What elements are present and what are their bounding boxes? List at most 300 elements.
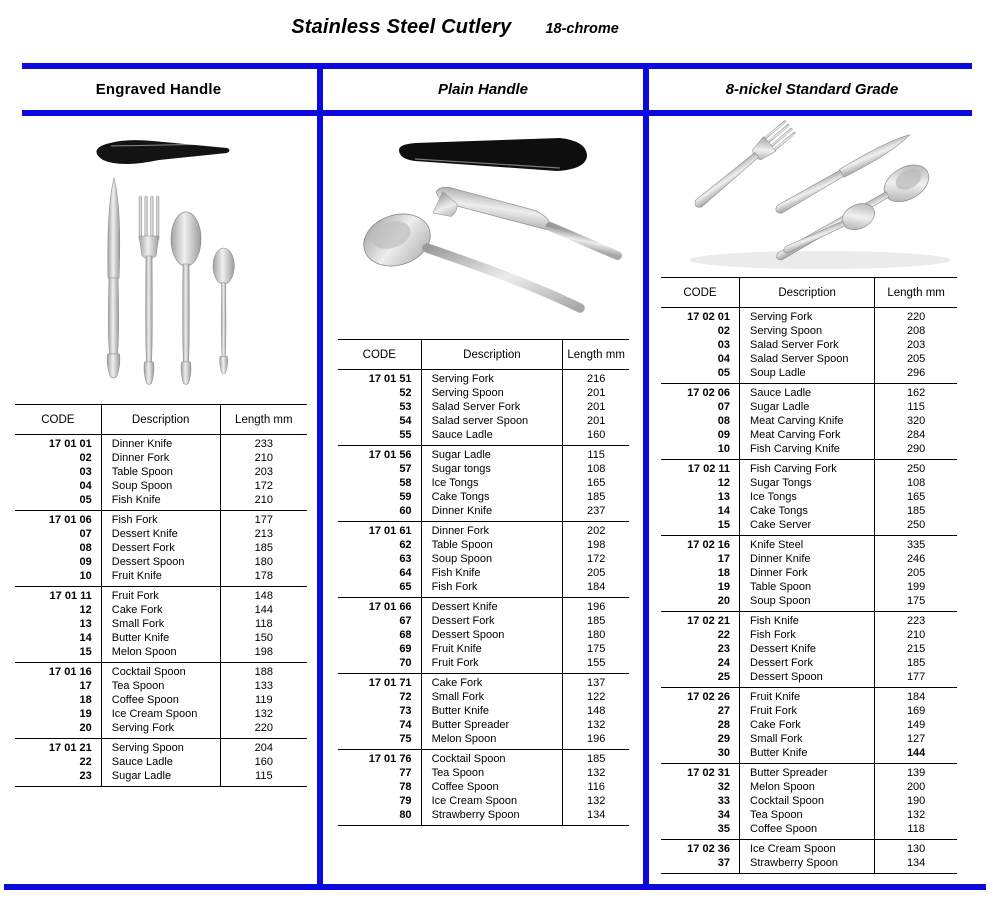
code-group (661, 536, 957, 612)
table-row (661, 536, 957, 553)
description-cell: Meat Carving Fork (740, 428, 875, 442)
length-cell: 250 (906, 463, 926, 475)
description-cell: Soup Spoon (740, 594, 875, 612)
code-cell: 17 01 56 (338, 446, 421, 463)
table-row (661, 414, 957, 428)
column-header-cell: Length mm (875, 278, 957, 308)
length-cell: 119 (255, 694, 273, 706)
length-cell: 246 (906, 553, 926, 565)
description-cell: Tea Spoon (740, 808, 875, 822)
table-row (15, 555, 307, 569)
table-row (338, 566, 629, 580)
table-row (15, 721, 307, 739)
code-cell: 74 (338, 718, 421, 732)
code-cell: 17 02 36 (661, 840, 740, 857)
length-cell: 196 (586, 601, 606, 613)
table-row (338, 780, 629, 794)
code-cell: 09 (661, 428, 740, 442)
table-row (15, 739, 307, 756)
description-cell: Cake Tongs (740, 504, 875, 518)
code-group (338, 370, 629, 446)
description-cell: Cake Fork (740, 718, 875, 732)
code-cell: 07 (15, 527, 101, 541)
code-group (15, 587, 307, 663)
code-cell: 22 (661, 628, 740, 642)
length-cell: 215 (906, 643, 926, 655)
table-row (15, 755, 307, 769)
description-cell: Tea Spoon (421, 766, 563, 780)
code-group (338, 522, 629, 598)
code-group (338, 750, 629, 826)
table-row (661, 732, 957, 746)
plain-handle-table (338, 339, 629, 826)
description-cell: Strawberry Spoon (421, 808, 563, 826)
code-cell: 63 (338, 552, 421, 566)
length-cell: 175 (586, 643, 606, 655)
code-cell: 65 (338, 580, 421, 598)
code-cell: 62 (338, 538, 421, 552)
description-cell: Soup Spoon (101, 479, 220, 493)
description-cell: Fruit Fork (101, 587, 220, 604)
code-cell: 75 (338, 732, 421, 750)
table-row (661, 552, 957, 566)
code-cell: 05 (15, 493, 101, 511)
code-cell: 04 (15, 479, 101, 493)
code-cell: 17 01 06 (15, 511, 101, 528)
description-cell: Salad Server Fork (740, 338, 875, 352)
code-cell: 10 (15, 569, 101, 587)
description-cell: Coffee Spoon (740, 822, 875, 840)
table-row (15, 527, 307, 541)
code-cell: 15 (15, 645, 101, 663)
table-row (661, 338, 957, 352)
length-cell: 199 (906, 581, 926, 593)
description-cell: Fish Knife (421, 566, 563, 580)
description-cell: Dinner Fork (740, 566, 875, 580)
table-row (15, 617, 307, 631)
description-cell: Fish Knife (101, 493, 220, 511)
length-cell: 335 (906, 539, 926, 551)
description-cell: Ice Tongs (421, 476, 563, 490)
description-cell: Butter Knife (740, 746, 875, 764)
code-cell: 80 (338, 808, 421, 826)
engraved-handle-cutlery-photo (15, 120, 307, 402)
length-cell: 133 (254, 680, 273, 692)
code-cell: 73 (338, 704, 421, 718)
table-row (338, 386, 629, 400)
description-cell: Salad Server Fork (421, 400, 563, 414)
code-cell: 18 (661, 566, 740, 580)
plain-handle-stroke-sample (399, 138, 587, 171)
code-group (661, 308, 957, 384)
code-cell: 17 02 31 (661, 764, 740, 781)
length-cell: 202 (586, 525, 606, 537)
length-cell: 213 (254, 528, 273, 540)
length-cell: 149 (906, 719, 926, 731)
cutlery-table (661, 277, 957, 874)
page-bottom-divider-line (4, 884, 986, 890)
code-cell: 17 01 16 (15, 663, 101, 680)
description-cell: Sugar tongs (421, 462, 563, 476)
table-row (338, 400, 629, 414)
table-row (338, 538, 629, 552)
description-cell: Small Fork (740, 732, 875, 746)
description-cell: Cocktail Spoon (101, 663, 220, 680)
length-cell: 180 (254, 556, 273, 568)
length-cell: 250 (906, 519, 926, 531)
description-cell: Dessert Knife (421, 598, 563, 615)
description-cell: Dessert Knife (101, 527, 220, 541)
code-cell: 14 (661, 504, 740, 518)
code-group (15, 511, 307, 587)
table-row (15, 645, 307, 663)
table-row (661, 656, 957, 670)
table-row (15, 541, 307, 555)
code-cell: 30 (661, 746, 740, 764)
description-cell: Sugar Ladle (740, 400, 875, 414)
description-cell: Melon Spoon (740, 780, 875, 794)
code-cell: 17 (15, 679, 101, 693)
description-cell: Serving Spoon (740, 324, 875, 338)
table-row (338, 476, 629, 490)
description-cell: Sauce Ladle (101, 755, 220, 769)
description-cell: Tea Spoon (101, 679, 220, 693)
table-row (15, 493, 307, 511)
code-cell: 15 (661, 518, 740, 536)
length-cell: 210 (254, 452, 273, 464)
column-divider-right (643, 63, 649, 890)
length-cell: 203 (254, 466, 273, 478)
length-cell: 198 (586, 539, 606, 551)
description-cell: Dessert Spoon (101, 555, 220, 569)
length-cell: 160 (254, 756, 273, 768)
table-row (338, 674, 629, 691)
description-cell: Sugar Tongs (740, 476, 875, 490)
length-cell: 115 (587, 449, 605, 461)
description-cell: Melon Spoon (101, 645, 220, 663)
code-cell: 03 (15, 465, 101, 479)
code-cell: 25 (661, 670, 740, 688)
table-row (661, 428, 957, 442)
code-cell: 17 01 71 (338, 674, 421, 691)
description-cell: Dinner Fork (101, 451, 220, 465)
table-row (661, 308, 957, 325)
table-row (338, 656, 629, 674)
column-header-cell: Description (740, 278, 875, 308)
table-spoon-illustration (171, 212, 201, 385)
table-row (338, 428, 629, 446)
code-group (661, 764, 957, 840)
length-cell: 223 (906, 615, 926, 627)
code-cell: 64 (338, 566, 421, 580)
table-row (661, 746, 957, 764)
length-cell: 216 (586, 373, 606, 385)
description-cell: Dinner Knife (421, 504, 563, 522)
cutlery-shadow (690, 251, 950, 269)
length-cell: 148 (586, 705, 606, 717)
table-row (338, 580, 629, 598)
length-cell: 188 (254, 666, 273, 678)
column-header-plain-handle: Plain Handle (437, 81, 529, 98)
table-row (661, 476, 957, 490)
length-cell: 162 (906, 387, 926, 399)
length-cell: 201 (586, 415, 606, 427)
code-cell: 17 02 11 (661, 460, 740, 477)
code-cell: 02 (661, 324, 740, 338)
code-group (661, 688, 957, 764)
length-cell: 184 (586, 581, 606, 593)
code-cell: 07 (661, 400, 740, 414)
description-cell: Sauce Ladle (740, 384, 875, 401)
length-cell: 185 (906, 657, 926, 669)
description-cell: Small Fork (421, 690, 563, 704)
length-cell: 132 (586, 795, 606, 807)
description-cell: Sauce Ladle (421, 428, 563, 446)
code-cell: 17 02 06 (661, 384, 740, 401)
code-group (15, 435, 307, 511)
table-row (661, 490, 957, 504)
code-group (661, 612, 957, 688)
code-cell: 37 (661, 856, 740, 874)
table-row (15, 663, 307, 680)
length-cell: 185 (906, 505, 926, 517)
code-cell: 17 01 76 (338, 750, 421, 767)
code-cell: 17 02 26 (661, 688, 740, 705)
length-cell: 205 (586, 567, 606, 579)
description-cell: Salad Server Spoon (740, 352, 875, 366)
description-cell: Butter Spreader (421, 718, 563, 732)
code-cell: 59 (338, 490, 421, 504)
plain-handle-cutlery-photo (335, 118, 635, 336)
column-header-cell: Length mm (220, 405, 307, 435)
description-cell: Dessert Spoon (740, 670, 875, 688)
description-cell: Dessert Fork (740, 656, 875, 670)
table-row (661, 324, 957, 338)
code-cell: 77 (338, 766, 421, 780)
code-cell: 54 (338, 414, 421, 428)
length-cell: 118 (255, 618, 273, 630)
length-cell: 132 (586, 767, 606, 779)
length-cell: 132 (906, 809, 926, 821)
length-cell: 290 (906, 443, 926, 455)
table-row (15, 693, 307, 707)
length-cell: 196 (586, 733, 606, 745)
description-cell: Fish Carving Knife (740, 442, 875, 460)
column-header-cell: Length mm (563, 340, 629, 370)
code-cell: 57 (338, 462, 421, 476)
description-cell: Fish Fork (740, 628, 875, 642)
table-row (15, 631, 307, 645)
code-cell: 19 (661, 580, 740, 594)
code-cell: 08 (661, 414, 740, 428)
cutlery-table (15, 404, 307, 787)
code-cell: 12 (661, 476, 740, 490)
table-row (338, 414, 629, 428)
length-cell: 165 (586, 477, 606, 489)
description-cell: Cake Fork (421, 674, 563, 691)
length-cell: 172 (586, 553, 606, 565)
code-group (338, 674, 629, 750)
length-cell: 177 (906, 671, 926, 683)
table-row (15, 451, 307, 465)
length-cell: 233 (254, 438, 273, 450)
description-cell: Serving Spoon (101, 739, 220, 756)
length-cell: 203 (906, 339, 926, 351)
table-row (338, 794, 629, 808)
length-cell: 122 (586, 691, 606, 703)
engraved-handle-table (15, 404, 307, 787)
description-cell: Cake Server (740, 518, 875, 536)
code-cell: 17 01 61 (338, 522, 421, 539)
knife-illustration (774, 130, 912, 216)
description-cell: Serving Fork (740, 308, 875, 325)
length-cell: 178 (254, 570, 273, 582)
code-cell: 09 (15, 555, 101, 569)
description-cell: Small Fork (101, 617, 220, 631)
page-title: Stainless Steel Cutlery (291, 16, 512, 38)
length-cell: 139 (906, 767, 926, 779)
length-cell: 185 (586, 615, 606, 627)
table-row (661, 704, 957, 718)
description-cell: Soup Ladle (740, 366, 875, 384)
table-row (661, 764, 957, 781)
description-cell: Meat Carving Knife (740, 414, 875, 428)
table-row (338, 522, 629, 539)
code-cell: 34 (661, 808, 740, 822)
length-cell: 200 (906, 781, 926, 793)
length-cell: 130 (906, 843, 926, 855)
code-cell: 08 (15, 541, 101, 555)
table-row (661, 642, 957, 656)
length-cell: 169 (906, 705, 926, 717)
code-cell: 05 (661, 366, 740, 384)
length-cell: 220 (906, 311, 926, 323)
code-cell: 78 (338, 780, 421, 794)
table-row (661, 612, 957, 629)
length-cell: 320 (906, 415, 926, 427)
code-cell: 17 02 21 (661, 612, 740, 629)
description-cell: Fish Carving Fork (740, 460, 875, 477)
length-cell: 205 (906, 567, 926, 579)
code-cell: 02 (15, 451, 101, 465)
table-row (15, 479, 307, 493)
code-cell: 68 (338, 628, 421, 642)
code-cell: 53 (338, 400, 421, 414)
description-cell: Dinner Knife (101, 435, 220, 452)
description-cell: Fruit Fork (421, 656, 563, 674)
table-row (338, 750, 629, 767)
code-cell: 35 (661, 822, 740, 840)
description-cell: Table Spoon (101, 465, 220, 479)
length-cell: 150 (254, 632, 273, 644)
fork-illustration (690, 119, 797, 213)
page-subtitle: 18-chrome (545, 21, 619, 37)
description-cell: Sugar Ladle (421, 446, 563, 463)
table-row (661, 442, 957, 460)
code-cell: 18 (15, 693, 101, 707)
code-cell: 14 (15, 631, 101, 645)
code-cell: 27 (661, 704, 740, 718)
code-cell: 79 (338, 794, 421, 808)
description-cell: Soup Spoon (421, 552, 563, 566)
column-header-cell: CODE (661, 278, 740, 308)
length-cell: 180 (586, 629, 606, 641)
code-cell: 70 (338, 656, 421, 674)
page-title-row (0, 16, 910, 39)
code-cell: 52 (338, 386, 421, 400)
description-cell: Fish Fork (101, 511, 220, 528)
description-cell: Knife Steel (740, 536, 875, 553)
table-row (661, 594, 957, 612)
length-cell: 185 (586, 491, 606, 503)
length-cell: 132 (254, 708, 273, 720)
code-cell: 23 (15, 769, 101, 787)
length-cell: 132 (586, 719, 606, 731)
description-cell: Ice Cream Spoon (421, 794, 563, 808)
column-header-cell: CODE (338, 340, 421, 370)
table-row (338, 642, 629, 656)
table-row (15, 465, 307, 479)
code-cell: 58 (338, 476, 421, 490)
table-row (661, 856, 957, 874)
description-cell: Cake Fork (101, 603, 220, 617)
tea-spoon-illustration (213, 248, 234, 374)
code-cell: 17 02 16 (661, 536, 740, 553)
table-row (338, 552, 629, 566)
description-cell: Butter Knife (421, 704, 563, 718)
length-cell: 134 (906, 857, 926, 869)
description-cell: Table Spoon (421, 538, 563, 552)
length-cell: 118 (907, 823, 925, 835)
length-cell: 208 (906, 325, 926, 337)
description-cell: Dessert Knife (740, 642, 875, 656)
column-header-cell: Description (101, 405, 220, 435)
code-cell: 03 (661, 338, 740, 352)
code-cell: 17 01 11 (15, 587, 101, 604)
length-cell: 205 (906, 353, 926, 365)
table-row (15, 587, 307, 604)
code-cell: 69 (338, 642, 421, 656)
description-cell: Ice Cream Spoon (740, 840, 875, 857)
table-row (338, 808, 629, 826)
code-cell: 17 02 01 (661, 308, 740, 325)
table-row (661, 518, 957, 536)
length-cell: 137 (586, 677, 606, 689)
code-cell: 17 (661, 552, 740, 566)
table-row (338, 766, 629, 780)
code-cell: 13 (15, 617, 101, 631)
table-row (661, 670, 957, 688)
code-cell: 13 (661, 490, 740, 504)
description-cell: Cake Tongs (421, 490, 563, 504)
table-row (661, 352, 957, 366)
length-cell: 108 (906, 477, 926, 489)
length-cell: 134 (586, 809, 606, 821)
code-cell: 04 (661, 352, 740, 366)
code-cell: 12 (15, 603, 101, 617)
length-cell: 210 (254, 494, 273, 506)
code-cell: 17 01 01 (15, 435, 101, 452)
length-cell: 160 (586, 429, 606, 441)
length-cell: 115 (907, 401, 925, 413)
length-cell: 201 (586, 387, 606, 399)
description-cell: Strawberry Spoon (740, 856, 875, 874)
table-row (15, 769, 307, 787)
table-row (338, 614, 629, 628)
table-row (661, 794, 957, 808)
table-row (661, 460, 957, 477)
length-cell: 296 (906, 367, 926, 379)
